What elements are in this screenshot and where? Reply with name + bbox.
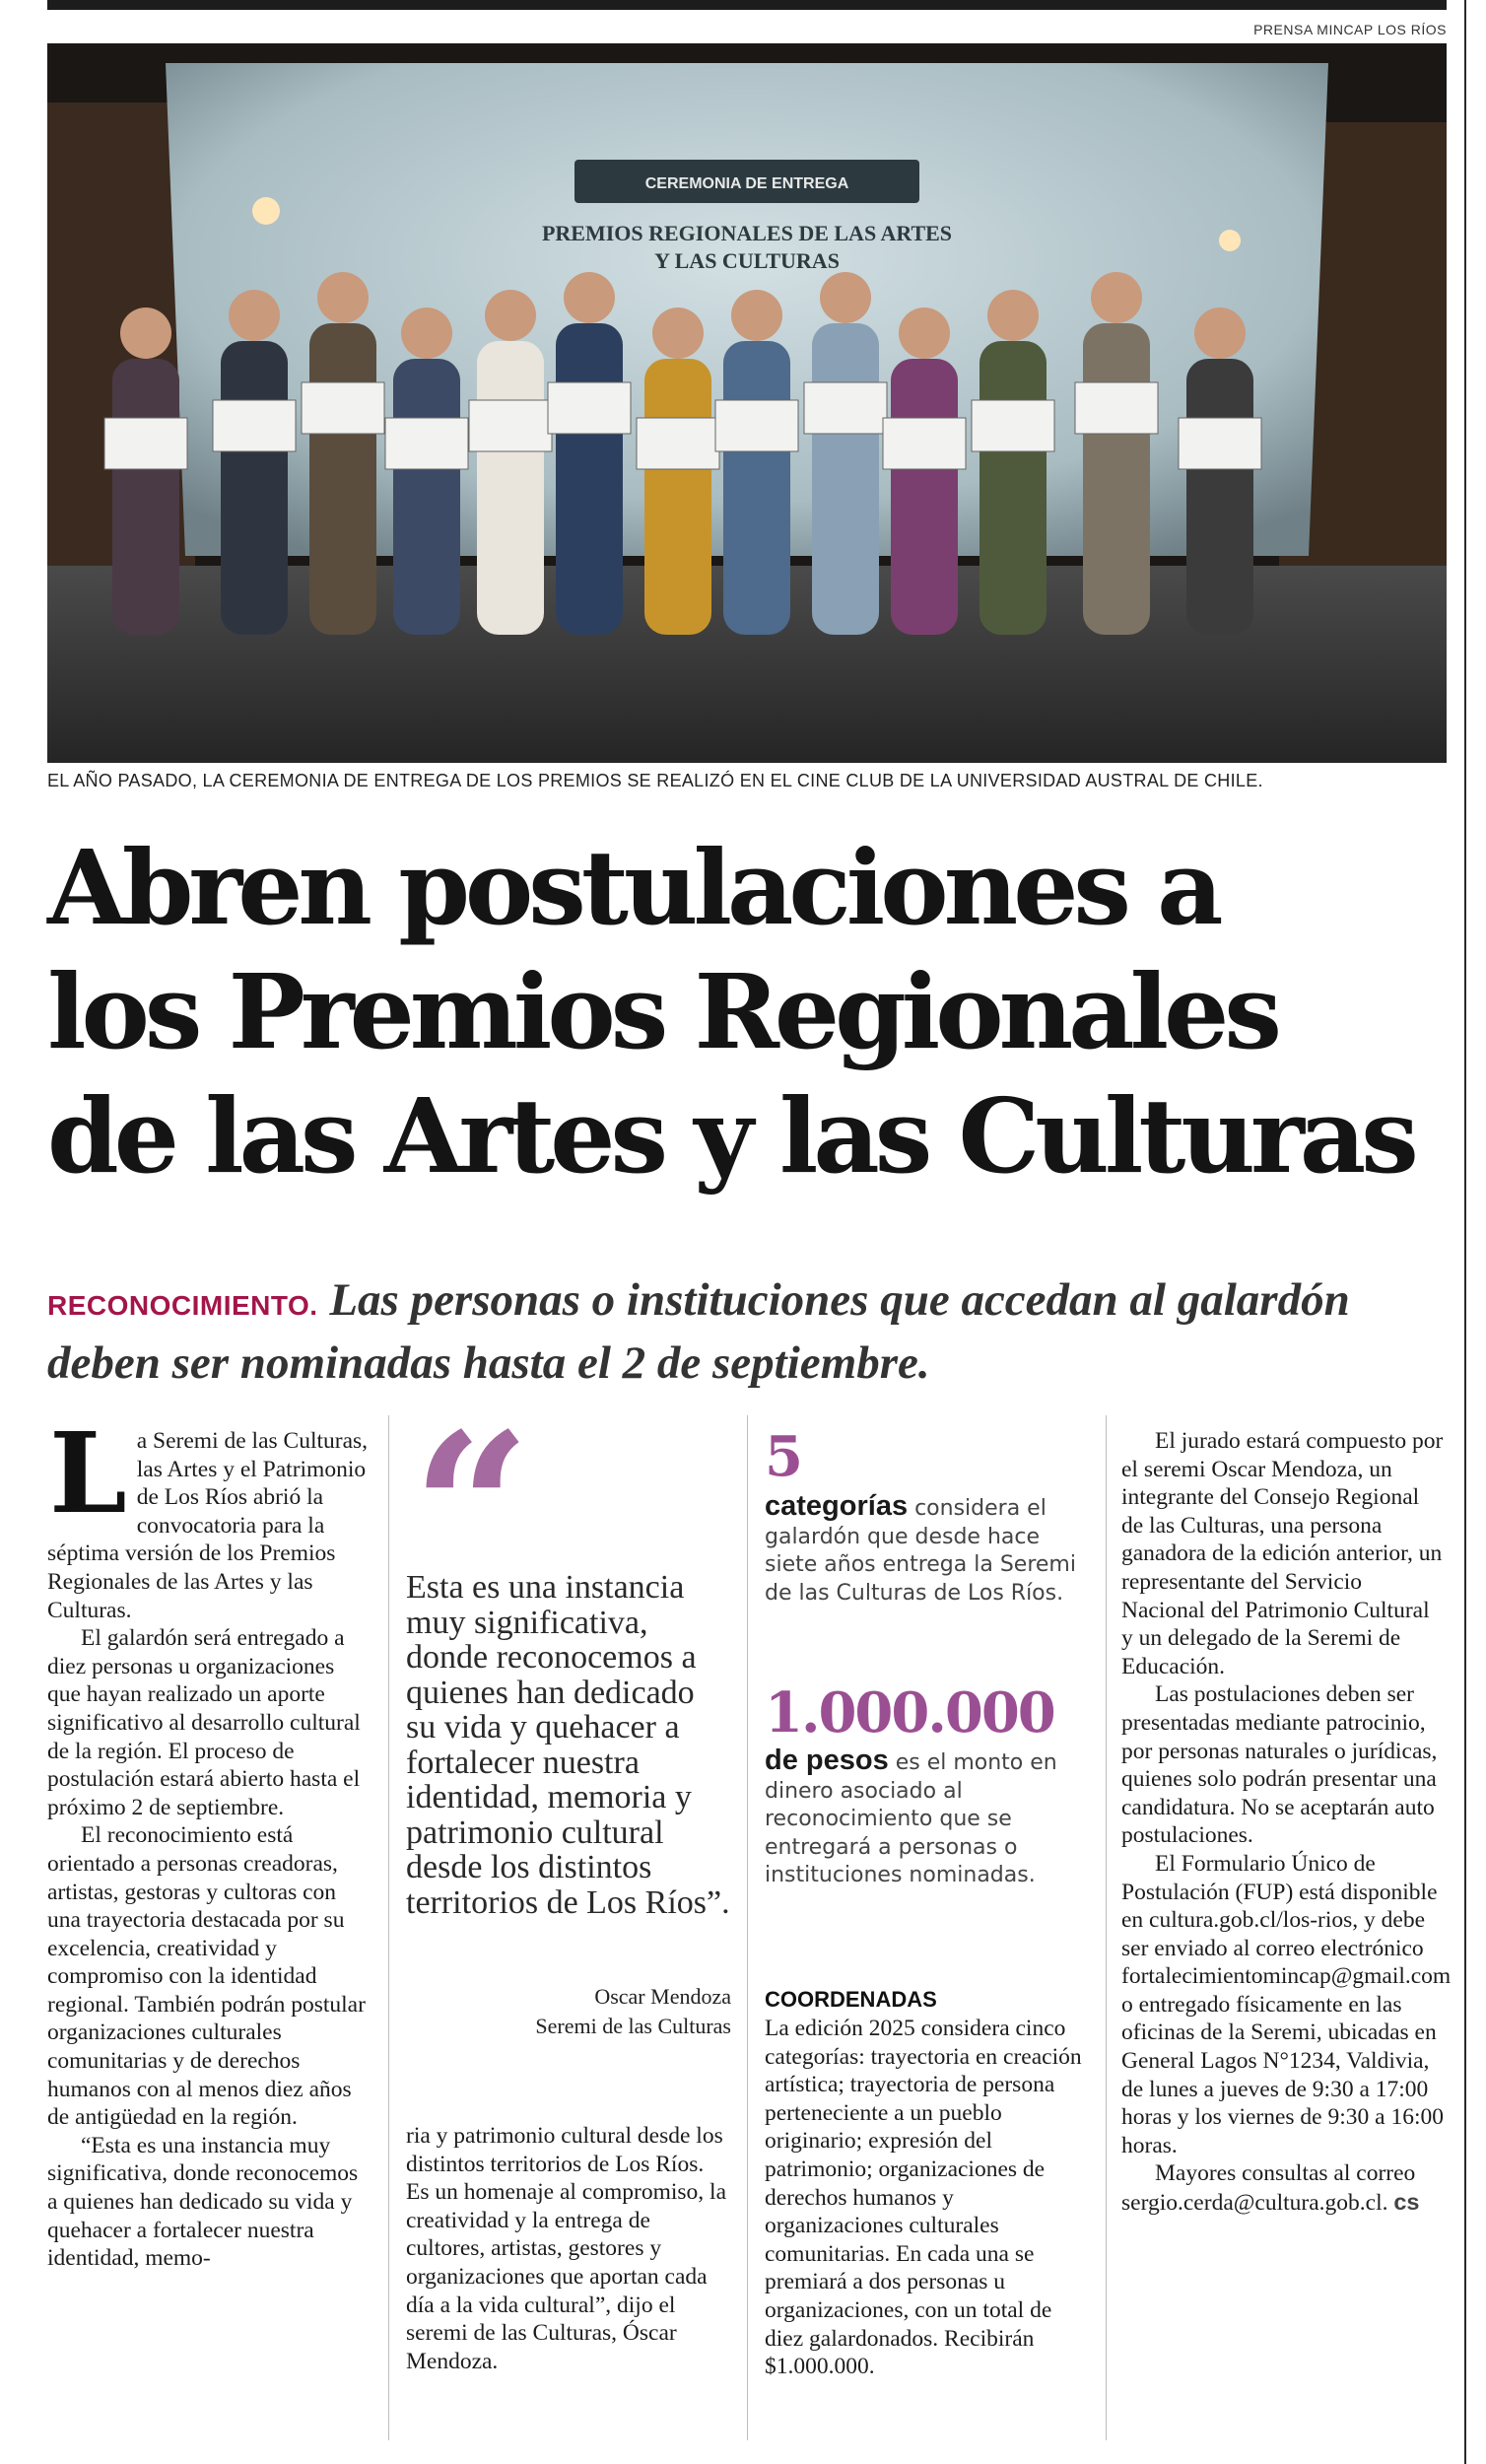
fact-box xyxy=(765,1424,1090,1608)
screen-label: CEREMONIA DE ENTREGA xyxy=(644,175,849,192)
award-certificate xyxy=(883,418,966,469)
fact-number: 1.000.000 xyxy=(765,1680,1054,1745)
article-paragraph: Las postulaciones deben ser presentadas mediante patrocinio, por personas naturales o jurídicas, quienes solo podrán presentar una candidatura. No se aceptarán auto postulaciones. xyxy=(1121,1681,1438,1849)
pull-quote-author-title: Seremi de las Culturas xyxy=(535,2014,731,2038)
article-paragraph: a Seremi de las Culturas, las Artes y el Patrimonio de Los Ríos abrió la convocatoria para la séptima versión de los Premios Regionales de las Artes y las Culturas. xyxy=(47,1428,369,1623)
award-certificate xyxy=(548,382,631,434)
award-certificate xyxy=(469,400,552,451)
screen-title-line2: Y LAS CULTURAS xyxy=(654,248,840,273)
award-certificate xyxy=(385,418,468,469)
photo-caption: EL AÑO PASADO, LA CEREMONIA DE ENTREGA DE LOS PREMIOS SE REALIZÓ EN EL CINE CLUB DE LA UNIVERSIDAD AUSTRAL DE CHILE. xyxy=(47,771,1263,790)
recipient-figure xyxy=(221,341,288,635)
drop-cap: L xyxy=(49,1409,127,1539)
fact-box xyxy=(765,1680,1090,1890)
recipient-head xyxy=(987,290,1039,341)
article-paragraph: ria y patrimonio cultural desde los distintos territorios de Los Ríos. Es un homenaje al compromiso, la creatividad y la entrega de cultores, artistas, gestores y organizaciones que aportan cada día a la vida cultural”, dijo el seremi de las Culturas, Óscar Mendoza. xyxy=(406,2123,727,2374)
recipient-head xyxy=(731,290,782,341)
ceiling-light xyxy=(252,197,280,225)
fact-lead: de pesos xyxy=(765,1745,889,1776)
recipient-head xyxy=(1194,308,1246,359)
recipient-figure xyxy=(309,323,376,635)
recipient-head xyxy=(229,290,280,341)
award-certificate xyxy=(637,418,719,469)
recipient-head xyxy=(820,272,871,323)
deck-kicker: RECONOCIMIENTO. xyxy=(47,1290,318,1321)
ceremony-photo-illustration xyxy=(47,43,1447,763)
fact-description xyxy=(765,1492,1090,1608)
column-divider xyxy=(1106,1415,1107,2440)
recipient-figure xyxy=(812,323,879,635)
headline-line: Abren postulaciones a xyxy=(47,827,1219,948)
article-end-mark: cs xyxy=(1393,2189,1420,2216)
award-certificate xyxy=(972,400,1054,451)
recipient-head xyxy=(317,272,369,323)
recipient-figure xyxy=(644,359,711,635)
headline-line: los Premios Regionales xyxy=(47,951,1277,1072)
fact-description xyxy=(765,1746,1090,1890)
ceremony-photo xyxy=(47,43,1447,763)
headline-line: de las Artes y las Culturas xyxy=(47,1075,1414,1197)
article-column-1 xyxy=(47,1409,372,2273)
recipient-figure xyxy=(979,341,1047,635)
column-divider xyxy=(747,1415,748,2440)
headline xyxy=(47,826,1466,1198)
ceiling-light xyxy=(1219,230,1241,251)
award-certificate xyxy=(715,400,798,451)
deck xyxy=(47,1271,1427,1392)
recipient-head xyxy=(564,272,615,323)
pull-quote-author: Oscar Mendoza xyxy=(594,1984,731,2009)
recipient-head xyxy=(120,308,171,359)
award-certificate xyxy=(302,382,384,434)
recipient-figure xyxy=(112,359,179,635)
pull-quote-attribution xyxy=(535,1982,731,2041)
recipient-figure xyxy=(477,341,544,635)
article-column-4 xyxy=(1121,1427,1452,2218)
fact-text: es el monto en dinero asociado al reconocimiento que se entregará a personas o instituciones nominadas. xyxy=(765,1750,1057,1887)
award-certificate xyxy=(213,400,296,451)
fact-text: considera el galardón que desde hace siete años entrega la Seremi de las Culturas de Los Ríos. xyxy=(765,1496,1076,1606)
column-divider xyxy=(388,1415,389,2440)
section-subhead: COORDENADAS xyxy=(765,1987,937,2012)
recipient-head xyxy=(401,308,452,359)
recipient-head xyxy=(899,308,950,359)
pull-quote-text: Esta es una instancia muy significativa, donde reconocemos a quienes han dedicado su vida y quehacer a fortalecer nuestra identidad, memoria y patrimonio cultural desde los distintos territorios de Los Ríos”. xyxy=(406,1569,730,1921)
award-certificate xyxy=(804,382,887,434)
adjacent-page-edge xyxy=(1464,0,1486,2464)
recipient-head xyxy=(652,308,704,359)
recipient-head xyxy=(485,290,536,341)
article-paragraph: El Formulario Único de Postulación (FUP) está disponible en cultura.gob.cl/los-rios, y debe ser enviado al correo electrónico fortalecimientomincap@gmail.com o entregado físicamente en las oficinas de la Seremi, ubicadas en General Lagos N°1234, Valdivia, de lunes a jueves de 9:30 a 17:00 horas y los viernes de 9:30 a 16:00 horas. xyxy=(1121,1850,1452,2158)
article-column-3 xyxy=(765,1985,1090,2381)
deck-text: Las personas o instituciones que accedan al galardón deben ser nominadas hasta el 2 de septiembre. xyxy=(47,1274,1350,1389)
article-paragraph: El jurado estará compuesto por el seremi Oscar Mendoza, un integrante del Consejo Regional de las Culturas, una persona ganadora de la edición anterior, un representante del Servicio Nacional del Patrimonio Cultural y un delegado de la Seremi de Educación. xyxy=(1121,1428,1444,1679)
article-paragraph: El reconocimiento está orientado a personas creadoras, artistas, gestoras y cultoras con una trayectoria destacada por su excelencia, creatividad y compromiso con la identidad regional. También podrán postular organizaciones culturales comunitarias y de derechos humanos con al menos diez años de antigüedad en la región. xyxy=(47,1822,366,2131)
quotation-mark-icon xyxy=(412,1424,560,1542)
recipient-figure xyxy=(556,323,623,635)
article-paragraph: La edición 2025 considera cinco categorías: trayectoria en creación artística; trayectoria de persona perteneciente a un pueblo originario; expresión del patrimonio; organizaciones de derechos humanos y organizaciones culturales comunitarias. En cada una se premiará a dos personas u organizaciones, con un total de diez galardonados. Recibirán $1.000.000. xyxy=(765,2016,1082,2380)
award-certificate xyxy=(1179,418,1261,469)
article-paragraph xyxy=(1121,2159,1447,2217)
recipient-figure xyxy=(1186,359,1253,635)
page-top-rule xyxy=(47,0,1447,10)
article-paragraph: El galardón será entregado a diez personas u organizaciones que hayan realizado un aporte significativo al desarrollo cultural de la región. El proceso de postulación estará abierto hasta el próximo 2 de septiembre. xyxy=(47,1625,361,1820)
pull-quote xyxy=(406,1424,731,2055)
recipient-figure xyxy=(393,359,460,635)
article-column-2 xyxy=(406,2122,731,2375)
recipient-head xyxy=(1091,272,1142,323)
award-certificate xyxy=(104,418,187,469)
svg-text:“ xyxy=(412,1424,531,1542)
fact-number: 5 xyxy=(765,1424,803,1489)
screen-title-line1: PREMIOS REGIONALES DE LAS ARTES xyxy=(541,221,953,245)
award-certificate xyxy=(1075,382,1158,434)
fact-lead: categorías xyxy=(765,1490,909,1522)
photo-credit: PRENSA MINCAP LOS RÍOS xyxy=(1253,22,1447,37)
recipient-figure xyxy=(891,359,958,635)
article-paragraph: “Esta es una instancia muy significativa, donde reconocemos a quienes han dedicado su vida y quehacer a fortalecer nuestra identidad, memo- xyxy=(47,2132,359,2272)
recipient-figure xyxy=(1083,323,1150,635)
recipient-figure xyxy=(723,341,790,635)
closing-text: Mayores consultas al correo sergio.cerda@cultura.gob.cl. xyxy=(1121,2160,1416,2217)
